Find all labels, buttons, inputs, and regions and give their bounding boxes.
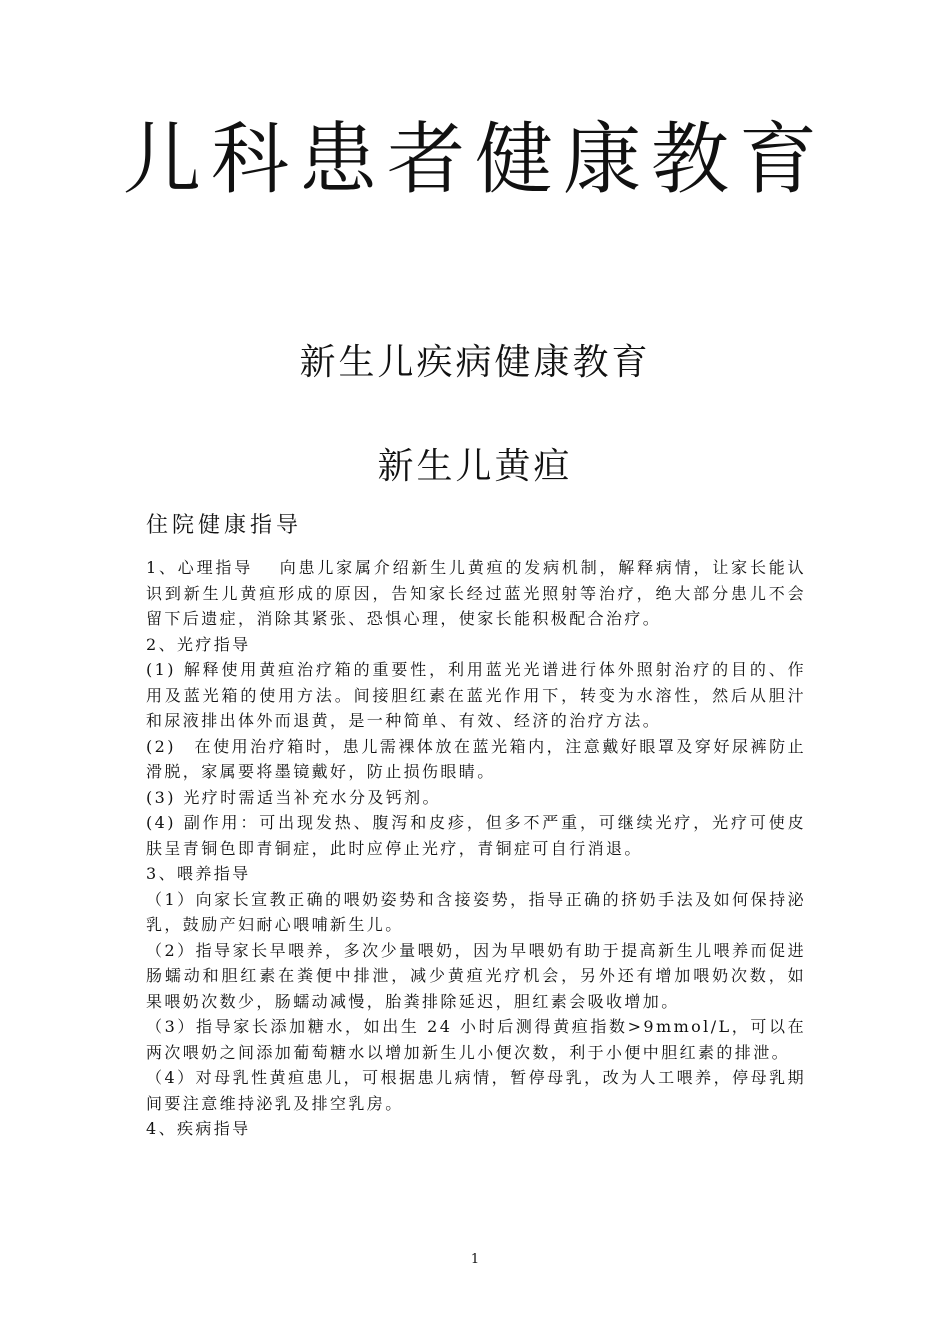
paragraph: （2）指导家长早喂养，多次少量喂奶，因为早喂奶有助于提高新生儿喂养而促进肠蠕动和胆红素在粪便中排泄，减少黄疸光疗机会，另外还有增加喂奶次数，如果喂奶次数少，肠蠕动减慢，胎粪排除延迟，胆红素会吸收增加。 bbox=[146, 940, 806, 1011]
section-heading: 住院健康指导 bbox=[146, 513, 303, 538]
sub-title: 新生儿黄疸 bbox=[377, 446, 573, 487]
paragraph: （1）向家长宣教正确的喂奶姿势和含接姿势，指导正确的挤奶手法及如何保持泌乳，鼓励产妇耐心喂哺新生儿。 bbox=[146, 889, 806, 934]
main-title: 儿科患者健康教育 bbox=[122, 115, 827, 205]
paragraph: (3) 光疗时需适当补充水分及钙剂。 bbox=[146, 787, 441, 807]
document-body bbox=[146, 555, 806, 1142]
paragraph: 3、喂养指导 bbox=[146, 864, 251, 883]
paragraph: (1) 解释使用黄疸治疗箱的重要性，利用蓝光光谱进行体外照射治疗的目的、作用及蓝光箱的使用方法。间接胆红素在蓝光作用下，转变为水溶性，然后从胆汁和尿液排出体外而退黄，是一种简单、有效、经济的治疗方法。 bbox=[146, 660, 806, 730]
section-title: 新生儿疾病健康教育 bbox=[299, 342, 651, 383]
page-number: 1 bbox=[470, 1252, 480, 1267]
paragraph: (2) 在使用治疗箱时，患儿需裸体放在蓝光箱内，注意戴好眼罩及穿好尿裤防止滑脱，家属要将墨镜戴好，防止损伤眼睛。 bbox=[146, 736, 806, 781]
paragraph: 4、疾病指导 bbox=[146, 1119, 251, 1138]
paragraph: (4) 副作用：可出现发热、腹泻和皮疹，但多不严重，可继续光疗，光疗可使皮肤呈青铜色即青铜症，此时应停止光疗，青铜症可自行消退。 bbox=[146, 813, 806, 858]
paragraph: 1、心理指导 向患儿家属介绍新生儿黄疸的发病机制，解释病情，让家长能认识到新生儿黄疸形成的原因，告知家长经过蓝光照射等治疗，绝大部分患儿不会留下后遗症，消除其紧张、恐惧心理，使家长能积极配合治疗。 bbox=[146, 558, 806, 628]
paragraph: 2、光疗指导 bbox=[146, 634, 251, 654]
paragraph: （3）指导家长添加糖水，如出生 24 小时后测得黄疸指数>9mmol/L，可以在两次喂奶之间添加葡萄糖水以增加新生儿小便次数，利于小便中胆红素的排泄。 bbox=[146, 1017, 806, 1062]
paragraph: （4）对母乳性黄疸患儿，可根据患儿病情，暂停母乳，改为人工喂养，停母乳期间要注意维持泌乳及排空乳房。 bbox=[146, 1068, 806, 1113]
